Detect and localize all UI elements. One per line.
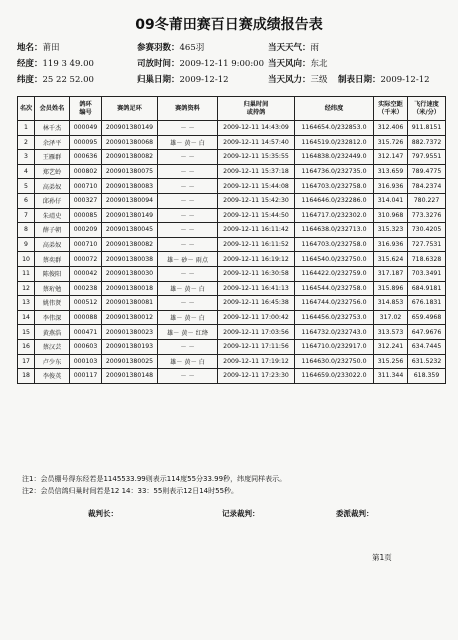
- cell-coordinates: 1164703.0/232758.0: [295, 237, 374, 252]
- cell-pigeon-info: － －: [158, 223, 218, 238]
- entries-value: 465羽: [179, 43, 205, 53]
- return-date-value: 2009-12-12: [179, 75, 229, 85]
- cell-loft-no: 000095: [70, 135, 102, 150]
- report-date-label: 制表日期：: [338, 75, 381, 85]
- cell-member: 林千杰: [35, 121, 70, 136]
- cell-rank: 7: [18, 208, 35, 223]
- cell-pigeon-info: － －: [158, 150, 218, 165]
- latitude-label: 纬度：: [17, 75, 43, 85]
- table-row: [18, 296, 446, 311]
- cell-loft-no: 000238: [70, 281, 102, 296]
- cell-ring: 200901380018: [102, 281, 158, 296]
- cell-distance: 315.624: [374, 252, 408, 267]
- cell-return-time: 2009-12-11 14:43:09: [218, 121, 295, 136]
- page-number: 第1页: [372, 553, 392, 562]
- cell-rank: 13: [18, 296, 35, 311]
- cell-pigeon-info: － －: [158, 237, 218, 252]
- cell-loft-no: 000512: [70, 296, 102, 311]
- cell-speed: 631.5232: [408, 354, 446, 369]
- header-ring: 赛鸽足环: [102, 97, 158, 121]
- cell-ring: 200901380083: [102, 179, 158, 194]
- wind-force-info: [268, 75, 328, 86]
- cell-ring: 200901380025: [102, 354, 158, 369]
- place-info: [17, 43, 60, 54]
- cell-rank: 6: [18, 193, 35, 208]
- cell-return-time: 2009-12-11 16:41:13: [218, 281, 295, 296]
- cell-member: 高弟奴: [35, 179, 70, 194]
- committee-signature-label: 委派裁判：: [336, 509, 374, 518]
- cell-ring: 200901380149: [102, 121, 158, 136]
- cell-member: 李俊英: [35, 369, 70, 384]
- cell-coordinates: 1164717.0/232302.0: [295, 208, 374, 223]
- cell-loft-no: 000049: [70, 121, 102, 136]
- release-time-label: 司放时间：: [137, 59, 180, 69]
- cell-speed: 882.7372: [408, 135, 446, 150]
- cell-loft-no: 000802: [70, 164, 102, 179]
- cell-return-time: 2009-12-11 17:23:30: [218, 369, 295, 384]
- cell-pigeon-info: － －: [158, 164, 218, 179]
- cell-rank: 10: [18, 252, 35, 267]
- cell-return-time: 2009-12-11 17:11:56: [218, 339, 295, 354]
- weather-value: 雨: [310, 43, 320, 53]
- cell-rank: 4: [18, 164, 35, 179]
- table-row: [18, 179, 446, 194]
- cell-pigeon-info: － －: [158, 193, 218, 208]
- entries-label: 参赛羽数：: [137, 43, 180, 53]
- cell-coordinates: 1164422.0/232759.0: [295, 266, 374, 281]
- cell-return-time: 2009-12-11 16:30:58: [218, 266, 295, 281]
- cell-speed: 773.3276: [408, 208, 446, 223]
- cell-member: 陈俊阳: [35, 266, 70, 281]
- cell-distance: 311.344: [374, 369, 408, 384]
- cell-speed: 659.4968: [408, 310, 446, 325]
- table-row: [18, 252, 446, 267]
- cell-speed: 911.8151: [408, 121, 446, 136]
- cell-pigeon-info: 雄－ 黄－ 白: [158, 135, 218, 150]
- cell-member: 薛子朝: [35, 223, 70, 238]
- latitude-value: 25 22 52.00: [42, 75, 94, 85]
- report-date-value: 2009-12-12: [380, 75, 430, 85]
- cell-speed: 703.3491: [408, 266, 446, 281]
- cell-distance: 312.147: [374, 150, 408, 165]
- cell-coordinates: 1164736.0/232735.0: [295, 164, 374, 179]
- cell-coordinates: 1164732.0/232743.0: [295, 325, 374, 340]
- cell-distance: 312.241: [374, 339, 408, 354]
- cell-ring: 200901380038: [102, 252, 158, 267]
- longitude-info: [17, 59, 94, 70]
- cell-ring: 200901380149: [102, 208, 158, 223]
- cell-ring: 200901380148: [102, 369, 158, 384]
- cell-distance: 317.187: [374, 266, 408, 281]
- cell-coordinates: 1164838.0/232449.0: [295, 150, 374, 165]
- cell-return-time: 2009-12-11 15:42:30: [218, 193, 295, 208]
- table-row: [18, 135, 446, 150]
- cell-speed: 684.9181: [408, 281, 446, 296]
- cell-return-time: 2009-12-11 15:35:55: [218, 150, 295, 165]
- table-row: [18, 223, 446, 238]
- cell-return-time: 2009-12-11 16:11:42: [218, 223, 295, 238]
- cell-distance: 317.02: [374, 310, 408, 325]
- cell-rank: 8: [18, 223, 35, 238]
- release-time-info: [137, 59, 264, 70]
- cell-loft-no: 000710: [70, 179, 102, 194]
- cell-member: 卢少东: [35, 354, 70, 369]
- cell-coordinates: 1164630.0/232750.0: [295, 354, 374, 369]
- wind-force-label: 当天风力：: [268, 75, 311, 85]
- release-time-value: 2009-12-11 9:00:00: [179, 59, 264, 69]
- cell-rank: 3: [18, 150, 35, 165]
- cell-ring: 200901380094: [102, 193, 158, 208]
- cell-pigeon-info: 雄－ 黄－ 白: [158, 281, 218, 296]
- report-title: 09冬莆田赛百日赛成绩报告表: [135, 17, 323, 33]
- cell-pigeon-info: － －: [158, 121, 218, 136]
- cell-speed: 727.7531: [408, 237, 446, 252]
- cell-speed: 718.6328: [408, 252, 446, 267]
- wind-direction-label: 当天风向：: [268, 59, 311, 69]
- cell-distance: 313.573: [374, 325, 408, 340]
- results-table: [17, 96, 446, 384]
- header-coordinates: 经纬度: [295, 97, 374, 121]
- header-distance: 实际空距 （千米）: [374, 97, 408, 121]
- cell-pigeon-info: － －: [158, 339, 218, 354]
- longitude-value: 119 3 49.00: [42, 59, 94, 69]
- latitude-info: [17, 75, 94, 86]
- cell-pigeon-info: － －: [158, 179, 218, 194]
- cell-distance: 314.041: [374, 193, 408, 208]
- cell-loft-no: 000603: [70, 339, 102, 354]
- cell-loft-no: 000209: [70, 223, 102, 238]
- cell-ring: 200901380082: [102, 237, 158, 252]
- table-row: [18, 121, 446, 136]
- cell-loft-no: 000072: [70, 252, 102, 267]
- entries-info: [137, 43, 204, 54]
- cell-rank: 1: [18, 121, 35, 136]
- cell-speed: 647.9676: [408, 325, 446, 340]
- cell-member: 高弟奴: [35, 237, 70, 252]
- cell-loft-no: 000103: [70, 354, 102, 369]
- cell-ring: 200901380023: [102, 325, 158, 340]
- table-row: [18, 339, 446, 354]
- cell-member: 邱孙仔: [35, 193, 70, 208]
- cell-member: 蔡珩勉: [35, 281, 70, 296]
- cell-loft-no: 000042: [70, 266, 102, 281]
- cell-ring: 200901380012: [102, 310, 158, 325]
- cell-distance: 315.896: [374, 281, 408, 296]
- cell-return-time: 2009-12-11 15:37:18: [218, 164, 295, 179]
- cell-member: 余泽平: [35, 135, 70, 150]
- cell-pigeon-info: 雄－ 砂－ 雨点: [158, 252, 218, 267]
- cell-ring: 200901380045: [102, 223, 158, 238]
- cell-return-time: 2009-12-11 17:03:56: [218, 325, 295, 340]
- cell-rank: 15: [18, 325, 35, 340]
- cell-coordinates: 1164659.0/233022.0: [295, 369, 374, 384]
- recorder-signature-label: 记录裁判：: [222, 509, 260, 518]
- cell-speed: 780.227: [408, 193, 446, 208]
- cell-return-time: 2009-12-11 17:19:12: [218, 354, 295, 369]
- cell-member: 郑艺蛉: [35, 164, 70, 179]
- cell-distance: 316.936: [374, 179, 408, 194]
- table-row: [18, 266, 446, 281]
- cell-distance: 315.323: [374, 223, 408, 238]
- wind-direction-value: 东北: [310, 59, 328, 69]
- cell-return-time: 2009-12-11 17:00:42: [218, 310, 295, 325]
- cell-rank: 2: [18, 135, 35, 150]
- cell-loft-no: 000710: [70, 237, 102, 252]
- header-loft-no: 鸽环 编号: [70, 97, 102, 121]
- cell-coordinates: 1164638.0/232713.0: [295, 223, 374, 238]
- cell-distance: 314.853: [374, 296, 408, 311]
- cell-distance: 313.659: [374, 164, 408, 179]
- cell-coordinates: 1164519.0/232812.0: [295, 135, 374, 150]
- cell-loft-no: 000636: [70, 150, 102, 165]
- cell-member: 李伟深: [35, 310, 70, 325]
- cell-distance: 316.936: [374, 237, 408, 252]
- weather-label: 当天天气：: [268, 43, 311, 53]
- cell-pigeon-info: － －: [158, 208, 218, 223]
- header-member: 会员姓名: [35, 97, 70, 121]
- cell-rank: 5: [18, 179, 35, 194]
- cell-member: 姚伟贤: [35, 296, 70, 311]
- longitude-label: 经度：: [17, 59, 43, 69]
- cell-member: 黄燕浩: [35, 325, 70, 340]
- cell-rank: 11: [18, 266, 35, 281]
- place-value: 莆田: [42, 43, 60, 53]
- note-2: 注2：会员信鸽归巢时间若是12 14：33：55则表示12日14时55秒。: [22, 487, 239, 495]
- cell-pigeon-info: 雄－ 黄－ 白: [158, 310, 218, 325]
- cell-loft-no: 000327: [70, 193, 102, 208]
- cell-return-time: 2009-12-11 15:44:08: [218, 179, 295, 194]
- cell-ring: 200901380081: [102, 296, 158, 311]
- cell-distance: 312.406: [374, 121, 408, 136]
- cell-ring: 200901380030: [102, 266, 158, 281]
- cell-coordinates: 1164703.0/232758.0: [295, 179, 374, 194]
- cell-speed: 634.7445: [408, 339, 446, 354]
- table-row: [18, 193, 446, 208]
- cell-coordinates: 1164646.0/232286.0: [295, 193, 374, 208]
- cell-ring: 200901380068: [102, 135, 158, 150]
- header-rank: 名次: [18, 97, 35, 121]
- table-row: [18, 237, 446, 252]
- cell-rank: 12: [18, 281, 35, 296]
- referee-signature-label: 裁判长：: [88, 509, 118, 518]
- cell-distance: 310.968: [374, 208, 408, 223]
- wind-direction-info: [268, 59, 328, 70]
- cell-pigeon-info: － －: [158, 266, 218, 281]
- cell-ring: 200901380193: [102, 339, 158, 354]
- cell-member: 蔡汉芸: [35, 339, 70, 354]
- place-label: 地名：: [17, 43, 43, 53]
- cell-loft-no: 000117: [70, 369, 102, 384]
- table-row: [18, 369, 446, 384]
- table-row: [18, 354, 446, 369]
- cell-member: 朱靖史: [35, 208, 70, 223]
- cell-ring: 200901380082: [102, 150, 158, 165]
- cell-rank: 16: [18, 339, 35, 354]
- cell-pigeon-info: 雄－ 黄－ 红绛: [158, 325, 218, 340]
- cell-coordinates: 1164544.0/232758.0: [295, 281, 374, 296]
- cell-speed: 676.1831: [408, 296, 446, 311]
- table-row: [18, 325, 446, 340]
- header-speed: 飞行速度 （米/分）: [408, 97, 446, 121]
- cell-speed: 618.359: [408, 369, 446, 384]
- note-1: 注1：会员棚号得东经若是1145533.99则表示114度55分33.99秒，纬度同样表示。: [22, 475, 287, 483]
- cell-pigeon-info: － －: [158, 296, 218, 311]
- cell-return-time: 2009-12-11 16:11:52: [218, 237, 295, 252]
- return-date-info: [137, 75, 229, 86]
- cell-speed: 797.9551: [408, 150, 446, 165]
- cell-loft-no: 000088: [70, 310, 102, 325]
- cell-pigeon-info: － －: [158, 369, 218, 384]
- cell-distance: 315.726: [374, 135, 408, 150]
- cell-loft-no: 000471: [70, 325, 102, 340]
- table-row: [18, 208, 446, 223]
- cell-return-time: 2009-12-11 15:44:50: [218, 208, 295, 223]
- table-row: [18, 150, 446, 165]
- cell-distance: 315.256: [374, 354, 408, 369]
- weather-info: [268, 43, 319, 54]
- return-date-label: 归巢日期：: [137, 75, 180, 85]
- table-row: [18, 164, 446, 179]
- report-date-info: [338, 75, 430, 86]
- cell-member: 王雁群: [35, 150, 70, 165]
- wind-force-value: 三级: [310, 75, 328, 85]
- cell-coordinates: 1164710.0/232917.0: [295, 339, 374, 354]
- cell-rank: 17: [18, 354, 35, 369]
- cell-pigeon-info: 雄－ 黄－ 白: [158, 354, 218, 369]
- cell-coordinates: 1164744.0/232756.0: [295, 296, 374, 311]
- cell-speed: 789.4775: [408, 164, 446, 179]
- cell-coordinates: 1164456.0/232753.0: [295, 310, 374, 325]
- cell-return-time: 2009-12-11 16:45:38: [218, 296, 295, 311]
- cell-speed: 730.4205: [408, 223, 446, 238]
- table-row: [18, 310, 446, 325]
- cell-ring: 200901380075: [102, 164, 158, 179]
- header-return-time: 归巢时间 或持鸽: [218, 97, 295, 121]
- cell-return-time: 2009-12-11 16:19:12: [218, 252, 295, 267]
- cell-rank: 9: [18, 237, 35, 252]
- header-pigeon-info: 赛鸽资料: [158, 97, 218, 121]
- cell-coordinates: 1164654.0/232853.0: [295, 121, 374, 136]
- cell-speed: 784.2374: [408, 179, 446, 194]
- cell-rank: 14: [18, 310, 35, 325]
- cell-coordinates: 1164540.0/232750.0: [295, 252, 374, 267]
- cell-loft-no: 000085: [70, 208, 102, 223]
- cell-member: 蔡奕群: [35, 252, 70, 267]
- table-row: [18, 281, 446, 296]
- cell-return-time: 2009-12-11 14:57:40: [218, 135, 295, 150]
- cell-rank: 18: [18, 369, 35, 384]
- table-header-row: [18, 97, 446, 121]
